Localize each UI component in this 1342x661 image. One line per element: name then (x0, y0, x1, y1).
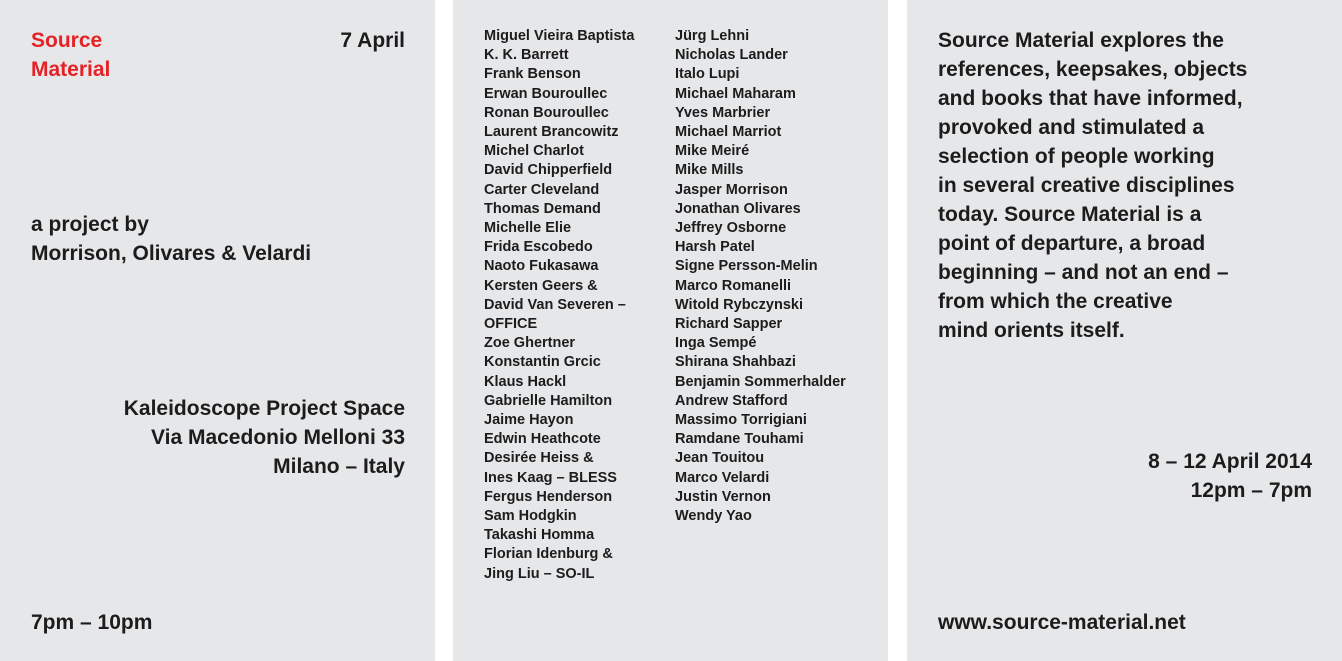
participant-name: Konstantin Grcic (484, 354, 601, 371)
participant-name: Yves Marbrier (675, 104, 771, 121)
participant-name: Florian Idenburg & (484, 546, 613, 563)
participant-name: David Van Severen – (484, 296, 626, 313)
participant-name: Justin Vernon (675, 488, 771, 505)
participant-name: Jaime Hayon (484, 412, 574, 429)
participants-column-a (484, 27, 634, 584)
participant-name: Ramdane Touhami (675, 431, 804, 448)
participant-name: Klaus Hackl (484, 373, 567, 390)
participant-name: Naoto Fukasawa (484, 258, 599, 275)
venue-address (124, 394, 405, 481)
byline-line: a project by (31, 213, 149, 236)
participant-name: Miguel Vieira Baptista (484, 28, 635, 44)
participant-name: Erwan Bouroullec (484, 85, 608, 102)
description-line: beginning – and not an end – (938, 261, 1229, 284)
participant-name: K. K. Barrett (484, 47, 569, 64)
participant-name: Witold Rybczynski (675, 296, 803, 313)
participant-name: Thomas Demand (484, 200, 601, 217)
right-panel (907, 0, 1342, 661)
opening-time: 7pm – 10pm (31, 611, 153, 634)
venue-line: Kaleidoscope Project Space (123, 397, 405, 420)
participant-name: Takashi Homma (484, 527, 595, 544)
participant-name: Michelle Elie (484, 220, 572, 237)
participants-panel (453, 0, 888, 661)
project-description (938, 26, 1318, 345)
participant-name: Andrew Stafford (675, 392, 788, 409)
participant-name: Shirana Shahbazi (675, 354, 796, 371)
participant-name: Frank Benson (484, 66, 581, 83)
participant-name: Ronan Bouroullec (484, 104, 609, 121)
venue-line: Milano – Italy (273, 455, 405, 478)
byline-line: Morrison, Olivares & Velardi (31, 242, 312, 265)
participant-name: Marco Velardi (675, 469, 770, 486)
participant-name: Jürg Lehni (675, 28, 750, 44)
title-line: Material (31, 58, 111, 81)
venue-line: Via Macedonio Melloni 33 (150, 426, 405, 449)
participant-name: Wendy Yao (675, 508, 752, 525)
participant-name: Jean Touitou (675, 450, 765, 467)
left-panel (0, 0, 435, 661)
project-title (31, 26, 110, 84)
participant-name: Signe Persson-Melin (675, 258, 818, 275)
opening-date: 7 April (340, 29, 405, 52)
participant-name: Massimo Torrigiani (675, 412, 807, 429)
participant-name: Benjamin Sommerhalder (675, 373, 846, 390)
participant-name: Desirée Heiss & (484, 450, 594, 467)
participant-name: Jonathan Olivares (675, 200, 801, 217)
participant-name: Fergus Henderson (484, 488, 613, 505)
participant-name: Kersten Geers & (484, 277, 598, 294)
participant-name: OFFICE (484, 316, 538, 333)
participant-name: David Chipperfield (484, 162, 613, 179)
participant-name: Mike Meiré (675, 143, 750, 160)
byline (31, 210, 311, 268)
description-line: in several creative disciplines (938, 174, 1235, 197)
participant-name: Inga Sempé (675, 335, 757, 352)
description-line: from which the creative (938, 290, 1173, 313)
description-line: today. Source Material is a (938, 203, 1202, 226)
participant-name: Gabrielle Hamilton (484, 392, 613, 409)
participant-name: Italo Lupi (675, 66, 740, 83)
website-link[interactable]: www.source-material.net (938, 611, 1186, 634)
participant-name: Ines Kaag – BLESS (484, 469, 617, 486)
description-line: provoked and stimulated a (938, 116, 1205, 139)
participant-name: Nicholas Lander (675, 47, 788, 64)
participant-name: Jing Liu – SO-IL (484, 565, 595, 582)
participant-name: Marco Romanelli (675, 277, 792, 294)
participant-name: Laurent Brancowitz (484, 124, 619, 141)
participant-name: Michel Charlot (484, 143, 584, 160)
participant-name: Edwin Heathcote (484, 431, 601, 448)
description-line: references, keepsakes, objects (938, 58, 1248, 81)
participants-column-b (675, 27, 846, 526)
opening-hours: 12pm – 7pm (1190, 479, 1312, 502)
date-range: 8 – 12 April 2014 (1148, 450, 1312, 473)
participant-name: Michael Marriot (675, 124, 782, 141)
participant-name: Harsh Patel (675, 239, 755, 256)
participant-name: Mike Mills (675, 162, 744, 179)
participant-name: Sam Hodgkin (484, 508, 577, 525)
description-line: mind orients itself. (938, 319, 1125, 342)
participant-name: Carter Cleveland (484, 181, 600, 198)
participant-name: Jasper Morrison (675, 181, 788, 198)
description-line: selection of people working (938, 145, 1215, 168)
participant-name: Jeffrey Osborne (675, 220, 787, 237)
participant-name: Michael Maharam (675, 85, 796, 102)
title-line: Source (31, 29, 103, 52)
participant-name: Frida Escobedo (484, 239, 593, 256)
description-line: Source Material explores the (938, 29, 1224, 52)
description-line: and books that have informed, (938, 87, 1243, 110)
exhibition-dates (1148, 447, 1312, 505)
description-line: point of departure, a broad (938, 232, 1206, 255)
participant-name: Richard Sapper (675, 316, 783, 333)
participant-name: Zoe Ghertner (484, 335, 576, 352)
